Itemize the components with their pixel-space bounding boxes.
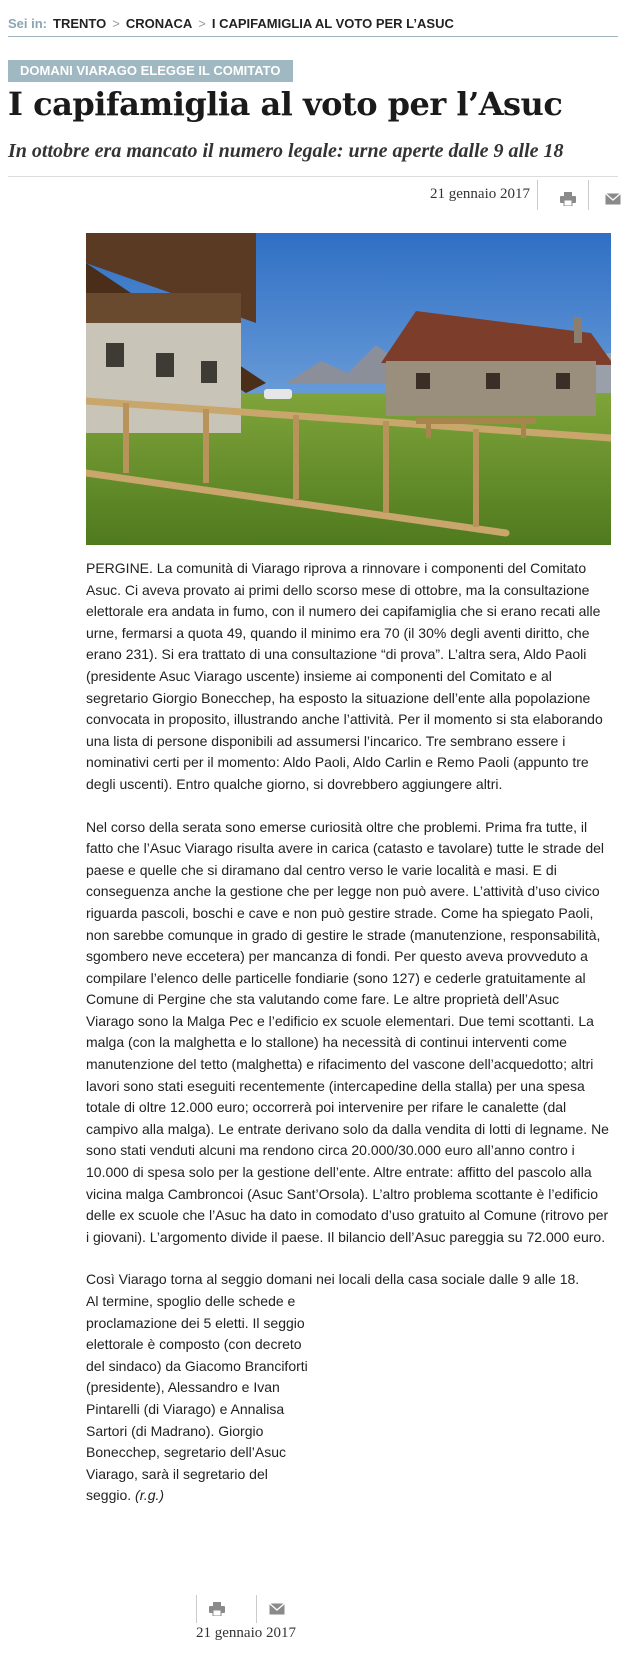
subtitle-divider	[8, 176, 618, 177]
article-subtitle: In ottobre era mancato il numero legale: urne aperte dalle 9 alle 18	[8, 140, 564, 162]
footer-date: 21 gennaio 2017	[196, 1625, 296, 1641]
print-icon	[209, 1602, 225, 1616]
breadcrumb-label: Sei in:	[8, 15, 48, 31]
print-icon	[560, 192, 576, 206]
article-photo	[86, 233, 611, 545]
print-button[interactable]	[555, 188, 581, 210]
article-paragraph: Nel corso della serata sono emerse curiosità oltre che problemi. Prima fra tutte, il fatto che l’Asuc Viarago risulta avere in carica (catasto e tavolare) tutte le strade del paese e quelle che si diramano dal centro verso le varie località e masi. E di conseguenza anche la gestione che per legge non può avere. L’attività d’uso civico riguarda pascoli, boschi e cave e non può gestire strade. Come ha spiegato Paoli, non sarebbe comunque in grado di gestire le strade (manutenzione, responsabilità, sgombero neve eccetera) per mancanza di fondi. Per questo aveva provveduto a compilare l’elenco delle particelle fondiarie (sono 127) e cederle gratuitamente al Comune di Pergine che sta valutando come fare. Le altre proprietà dell’Asuc Viarago sono la Malga Pec e l’edificio ex scuole elementari. Due temi scottanti. La malga (con la malghetta e lo stallone) ha necessità di continui interventi come manutenzione del tetto (malghetta) e rifacimento del vascone dell’acquedotto; altri lavori sono stati eseguiti recentemente (intercapedine della stalla) per una spesa totale di oltre 12.000 euro; occorrerà poi intervenire per rifare le canalette (dal campivo alla malga). Le entrate derivano solo da dalla vendita di lotti di legname. Ne sono stati venduti alcuni ma rendono circa 20.000/30.000 euro all’anno contro i 10.000 di spesa solo per la gestione dell’ente. Altre entrate: affitto del pascolo alla vicina malga Cambroncoi (Asuc Sant’Orsola). L’altro problema scottante è l’edificio delle ex scuole che l’Asuc ha dato in comodato d’uso gratuito al Comune (ritrovo per i giovani). L’argomento divide il paese. Il bilancio dell’Asuc pareggia su 72.000 euro.	[86, 818, 609, 1245]
breadcrumb	[8, 12, 618, 34]
footer-divider	[196, 1595, 197, 1623]
footer-print-button[interactable]	[204, 1598, 230, 1620]
envelope-icon	[269, 1603, 285, 1615]
article-body	[86, 558, 611, 1507]
article-paragraph-narrow	[86, 1291, 316, 1507]
article-kicker: DOMANI VIARAGO ELEGGE IL COMITATO	[8, 60, 293, 82]
envelope-icon	[605, 193, 621, 205]
mountain-hut-illustration	[86, 233, 611, 545]
closing-text: Al termine, spoglio delle schede e proclamazione dei 5 eletti. Il seggio elettorale è composto (con decreto del sindaco) da Giacomo Branciforti (presidente), Alessandro e Ivan Pintarelli (di Viarago) e Annalisa Sartori (di Madrano). Giorgio Bonecchер, segretario dell’Asuc Viarago, sarà il segretario del seggio.	[86, 1293, 308, 1504]
breadcrumb-separator: >	[112, 15, 120, 31]
article-title: I capifamiglia al voto per l’Asuc	[8, 85, 563, 123]
breadcrumb-item-cronaca[interactable]: CRONACA	[125, 15, 193, 31]
breadcrumb-divider	[8, 36, 618, 37]
article-closing	[86, 1269, 611, 1507]
article-paragraph: PERGINE. La comunità di Viarago riprova a rinnovare i componenti del Comitato Asuc. Ci aveva provato ai primi dello scorso mese di ottobre, ma la consultazione elettorale era andata in fumo, con il numero dei capifamiglia che si erano recati alle urne, fermarsi a quota 49, quando il minimo era 70 (il 30% degli aventi diritto, che erano 231). Si era trattato di una consultazione “di prova”. L’altra sera, Aldo Paoli (presidente Asuc Viarago uscente) insieme ai componenti del Comitato e al segretario Giorgio Bonecchер, ha esposto la situazione dell’ente alla popolazione convocata in proposito, illustrando anche l’attività. Per il momento si sta elaborando una lista di persone disponibili ad assumersi l’incarico. Tre sembrano essere i nominativi certi per il momento: Aldo Paoli, Aldo Carlin e Remo Paoli (appunto tre degli uscenti). Entro qualche giorno, si dovrebbero aggiungere altri.	[86, 560, 603, 792]
article-date: 21 gennaio 2017	[430, 186, 530, 202]
footer-email-button[interactable]	[264, 1598, 290, 1620]
breadcrumb-item-trento[interactable]: TRENTO	[53, 15, 107, 31]
meta-divider	[588, 180, 589, 210]
breadcrumb-separator: >	[198, 15, 206, 31]
meta-divider	[537, 180, 538, 210]
article-paragraph: Così Viarago torna al seggio domani nei locali della casa sociale dalle 9 alle 18.	[86, 1271, 580, 1288]
breadcrumb-item-current: I CAPIFAMIGLIA AL VOTO PER L’ASUC	[211, 15, 454, 31]
email-button[interactable]	[600, 188, 626, 210]
footer-divider	[256, 1595, 257, 1623]
byline: (r.g.)	[135, 1487, 165, 1504]
